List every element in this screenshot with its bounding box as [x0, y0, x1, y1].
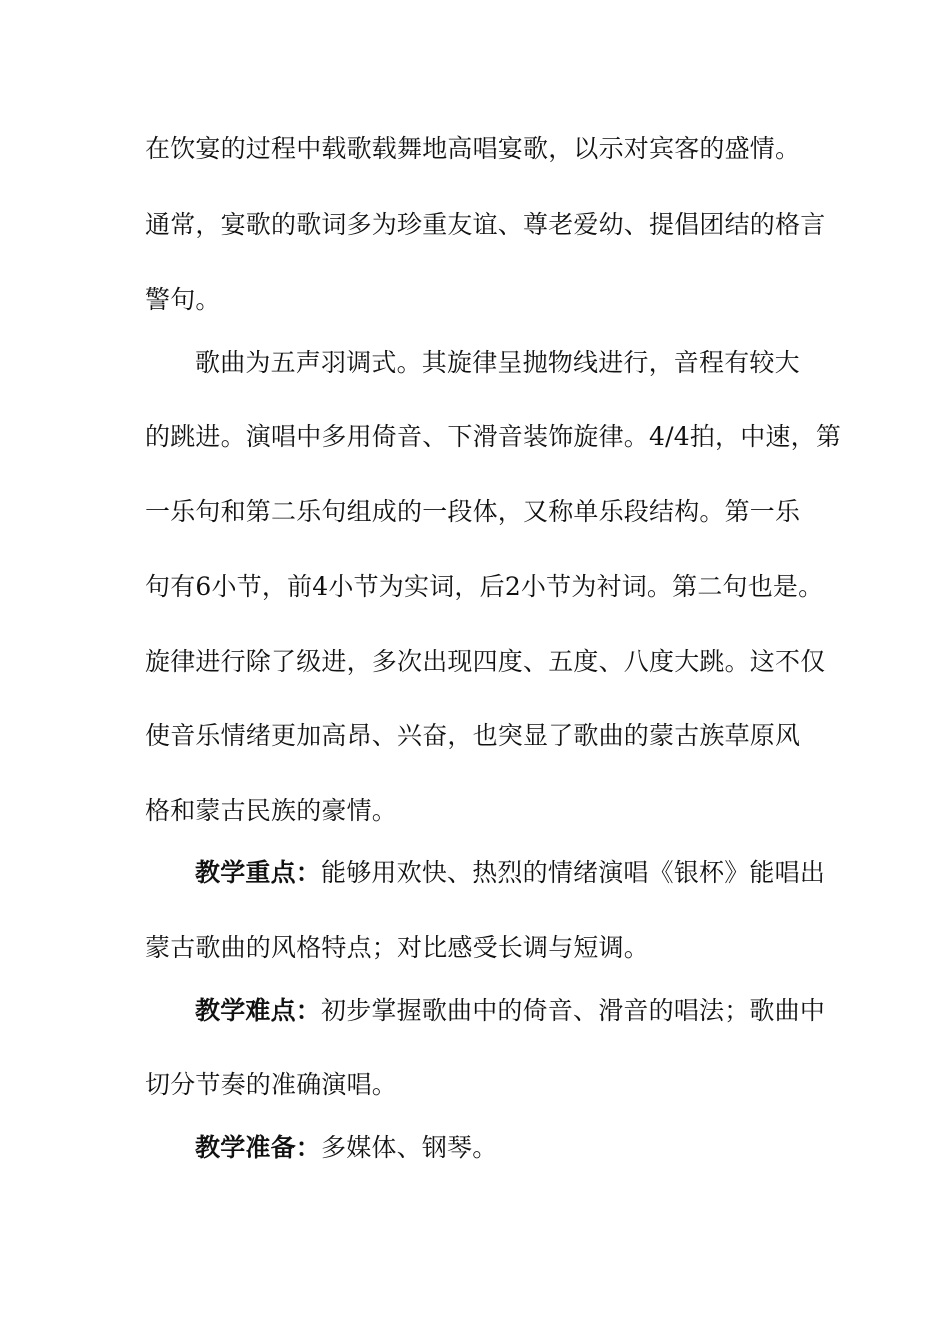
text-line-1: 在饮宴的过程中载歌载舞地高唱宴歌，以示对宾客的盛情。: [145, 134, 801, 163]
text-line-6: 一乐句和第二乐句组成的一段体，又称单乐段结构。第一乐: [145, 497, 801, 526]
preparation-label: 教学准备：: [195, 1133, 322, 1162]
text-line-2: 通常，宴歌的歌词多为珍重友谊、尊老爱幼、提倡团结的格言: [145, 210, 826, 239]
text-line-3: 警句。: [145, 285, 221, 314]
text-line-4: 歌曲为五声羽调式。其旋律呈抛物线进行，音程有较大: [195, 348, 800, 377]
text-line-9: 使音乐情绪更加高昂、兴奋，也突显了歌曲的蒙古族草原风: [145, 721, 801, 750]
text-line-8: 旋律进行除了级进，多次出现四度、五度、八度大跳。这不仅: [145, 647, 826, 676]
difficulties-text: 初步掌握歌曲中的倚音、滑音的唱法；歌曲中: [321, 996, 826, 1025]
difficulties-continuation: 切分节奏的准确演唱。: [145, 1070, 398, 1099]
key-points-continuation: 蒙古歌曲的风格特点；对比感受长调与短调。: [145, 933, 650, 962]
key-points-label: 教学重点：: [195, 858, 322, 887]
preparation-text: 多媒体、钢琴。: [321, 1133, 498, 1162]
text-line-7: 句有6小节，前4小节为实词，后2小节为衬词。第二句也是。: [145, 572, 824, 601]
preparation-line: [195, 1132, 815, 1164]
difficulties-label: 教学难点：: [195, 996, 322, 1025]
text-line-5: 的跳进。演唱中多用倚音、下滑音装饰旋律。4/4拍，中速，第: [145, 422, 842, 451]
key-points-line: [195, 857, 826, 889]
key-points-text: 能够用欢快、热烈的情绪演唱《银杯》能唱出: [321, 858, 826, 887]
difficulties-line: [195, 995, 826, 1027]
text-line-10: 格和蒙古民族的豪情。: [145, 796, 398, 825]
